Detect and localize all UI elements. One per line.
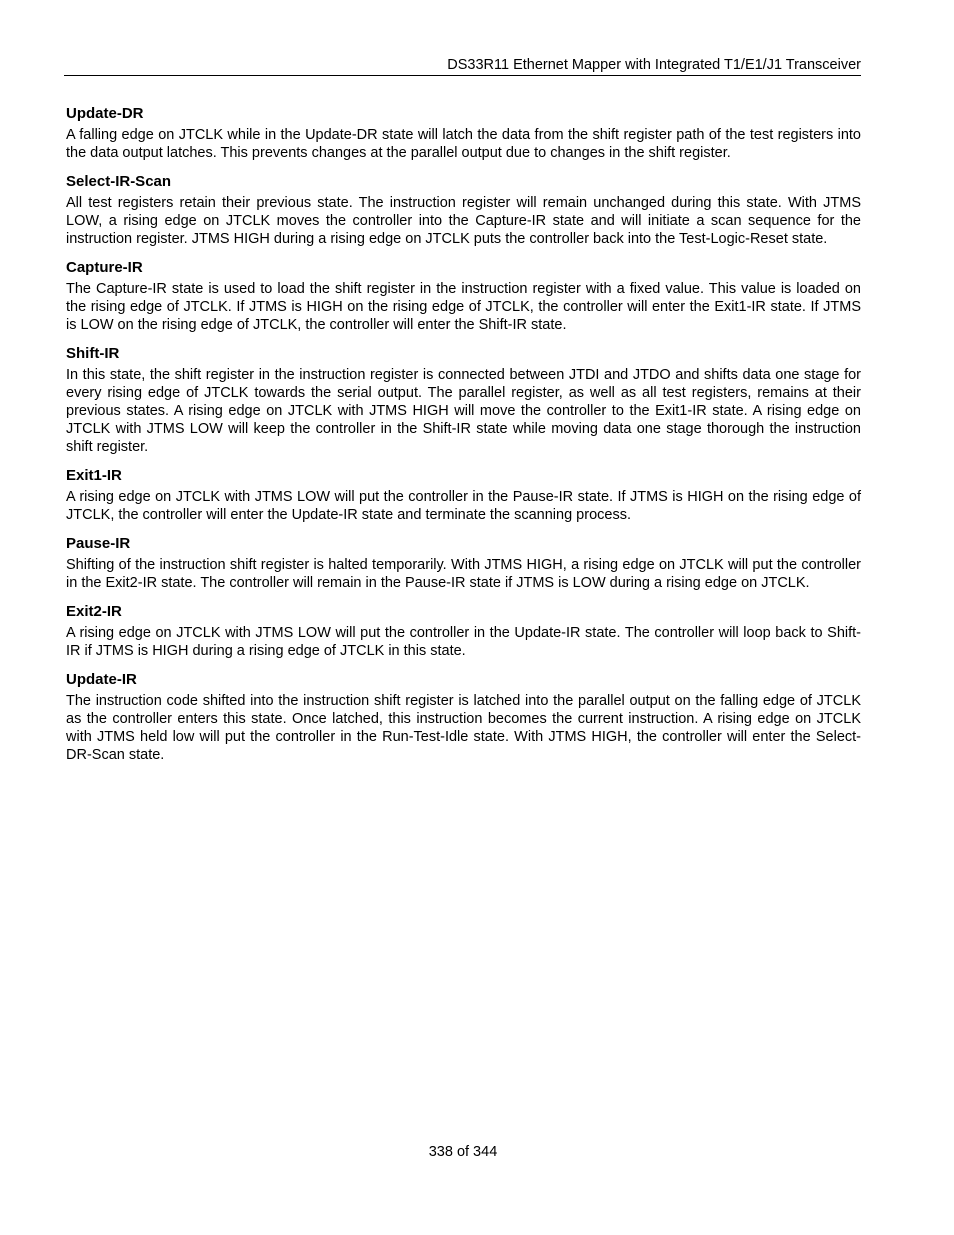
- section-heading: Shift-IR: [66, 345, 120, 362]
- page-header-title: DS33R11 Ethernet Mapper with Integrated T1/E1/J1 Transceiver: [447, 57, 861, 73]
- section-paragraph: In this state, the shift register in the instruction register is connected between JTDI and JTDO and shifts data one stage for every rising edge of JTCLK towards the serial output. The parallel register, as well as all test registers, remains at their previous states. A rising edge on JTCLK with JTMS HIGH will move the controller to the Exit1-IR state. A rising edge on JTCLK with JTMS LOW will keep the controller in the Shift-IR state while moving data one stage thorough the instruction shift register.: [66, 367, 861, 455]
- section-capture-ir: [66, 258, 861, 334]
- section-paragraph: The Capture-IR state is used to load the shift register in the instruction register with a fixed value. This value is loaded on the rising edge of JTCLK. If JTMS is HIGH on the rising edge of JTCLK, the controller will enter the Exit1-IR state. If JTMS is LOW on the rising edge of JTCLK, the controller will enter the Shift-IR state.: [66, 281, 861, 333]
- section-shift-ir: [66, 344, 861, 456]
- section-paragraph: A falling edge on JTCLK while in the Update-DR state will latch the data from the shift register path of the test registers into the data output latches. This prevents changes at the parallel output due to changes in the shift register.: [66, 127, 861, 161]
- section-update-ir: [66, 670, 861, 764]
- section-heading: Pause-IR: [66, 535, 131, 552]
- section-pause-ir: [66, 534, 861, 592]
- section-select-ir-scan: [66, 172, 861, 248]
- section-paragraph: Shifting of the instruction shift register is halted temporarily. With JTMS HIGH, a rising edge on JTCLK will put the controller in the Exit2-IR state. The controller will remain in the Pause-IR state if JTMS is LOW during a rising edge on JTCLK.: [66, 557, 861, 591]
- section-heading: Update-IR: [66, 671, 137, 688]
- section-heading: Exit2-IR: [66, 603, 122, 620]
- section-heading: Update-DR: [66, 105, 144, 122]
- section-heading: Select-IR-Scan: [66, 173, 172, 190]
- section-heading: Capture-IR: [66, 259, 143, 276]
- header-divider: [64, 75, 861, 76]
- section-heading: Exit1-IR: [66, 467, 122, 484]
- section-exit2-ir: [66, 602, 861, 660]
- section-paragraph: A rising edge on JTCLK with JTMS LOW will put the controller in the Pause-IR state. If JTMS is HIGH on the rising edge of JTCLK, the controller will enter the Update-IR state and terminate the scanning process.: [66, 489, 861, 523]
- section-exit1-ir: [66, 466, 861, 524]
- section-update-dr: [66, 104, 861, 162]
- section-paragraph: All test registers retain their previous state. The instruction register will remain unchanged during this state. With JTMS LOW, a rising edge on JTCLK moves the controller into the Capture-IR state and will initiate a scan sequence for the instruction register. JTMS HIGH during a rising edge on JTCLK puts the controller back into the Test-Logic-Reset state.: [66, 195, 861, 247]
- page-number: 338 of 344: [428, 1144, 498, 1160]
- document-body: [66, 104, 861, 774]
- section-paragraph: A rising edge on JTCLK with JTMS LOW will put the controller in the Update-IR state. The controller will loop back to Shift-IR if JTMS is HIGH during a rising edge of JTCLK in this state.: [66, 625, 861, 659]
- section-paragraph: The instruction code shifted into the instruction shift register is latched into the parallel output on the falling edge of JTCLK as the controller enters this state. Once latched, this instruction becomes the current instruction. A rising edge on JTCLK with JTMS held low will put the controller in the Run-Test-Idle state. With JTMS HIGH, the controller will enter the Select-DR-Scan state.: [66, 693, 861, 763]
